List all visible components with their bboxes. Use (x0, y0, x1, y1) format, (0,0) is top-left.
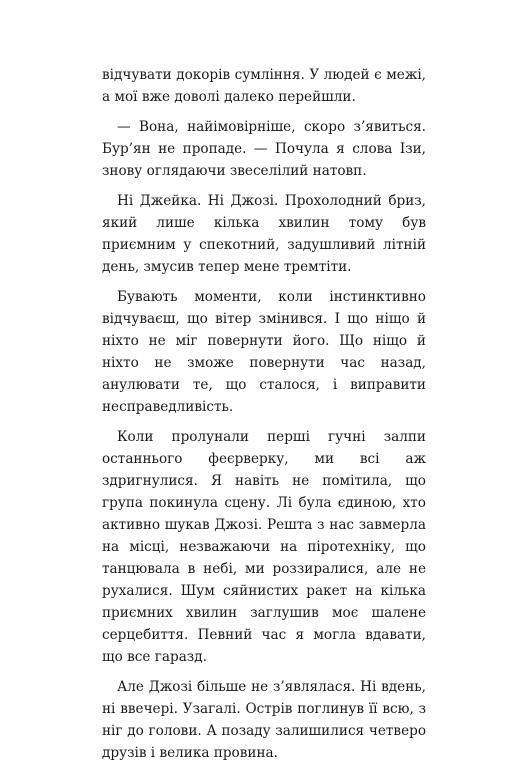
paragraph-5: Коли пролунали перші гучні залпи останнього феєрверку, ми всі аж здригнулися. Я навіть не помітила, що група покинула сцену. Лі була єдиною, хто активно шукав Джозі. Решта з нас завмерла на місці, незважаючи на піротехніку, що танцювала в небі, ми роззиралися, але не рухалися. Шум сяйнистих ракет на кілька приємних хвилин заглушив моє шалене серцебиття. Певний час я могла вдавати, що все гаразд. (102, 429, 426, 665)
paragraph-6: Але Джозі більше не з’являлася. Ні вдень, ні ввечері. Узагалі. Острів поглинув її всю, з ніг до голови. А позаду залишилися четверо друзів і велика провина. (102, 679, 426, 761)
paragraph-2: — Вона, найімовірніше, скоро з’явиться. Бур’ян не пропаде. — Почула я слова Ізи, знову оглядаючи звеселілий натовп. (102, 119, 426, 179)
body-text (102, 64, 426, 772)
paragraph-1: відчувати докорів сумління. У людей є межі, а мої вже доволі далеко перейшли. (102, 67, 426, 105)
paragraph-4: Бувають моменти, коли інстинктивно відчуваєш, що вітер змінився. І що ніщо й ніхто не міг повернути його. Що ніщо й ніхто не зможе повернути час назад, анулювати те, що сталося, і виправити несправедливість. (102, 289, 426, 415)
paragraph-3: Ні Джейка. Ні Джозі. Прохолодний бриз, який лише кілька хвилин тому був приємним у спекотний, задушливий літній день, змусив тепер мене тремтіти. (102, 193, 426, 275)
